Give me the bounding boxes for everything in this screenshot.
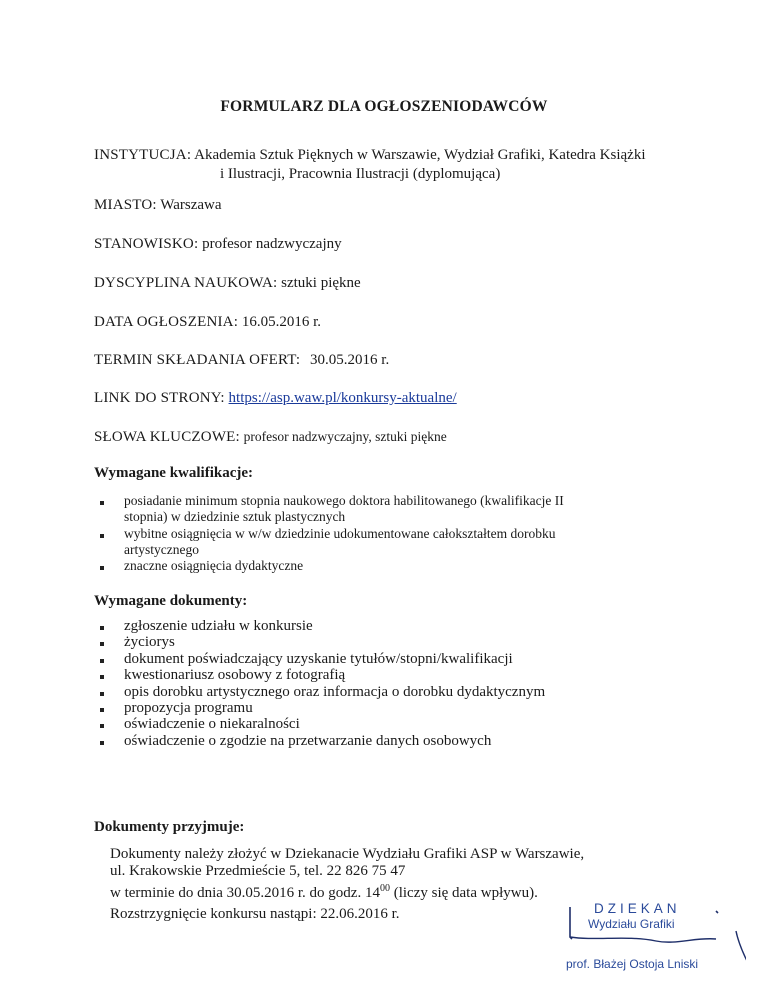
discipline-label: DYSCYPLINA NAUKOWA: [94, 275, 278, 291]
list-item: opis dorobku artystycznego oraz informacja o dorobku dydaktycznym [94, 684, 654, 700]
documents-list [94, 618, 654, 749]
acceptance-line3-start: w terminie do dnia 30.05.2016 r. do godz. 14 [110, 885, 380, 901]
documents-heading: Wymagane dokumenty: [94, 593, 248, 609]
stamp-subtitle: Wydziału Grafiki [588, 917, 675, 931]
list-item: propozycja programu [94, 700, 654, 716]
link-label: LINK DO STRONY: [94, 390, 225, 406]
stamp-name: prof. Błażej Ostoja Lniski [566, 957, 699, 971]
list-item: oświadczenie o zgodzie na przetwarzanie danych osobowych [94, 733, 654, 749]
announcement-date-field [94, 314, 321, 331]
position-field [94, 236, 342, 253]
list-item: zgłoszenie udziału w konkursie [94, 618, 654, 634]
list-item: dokument poświadczający uzyskanie tytułów/stopni/kwalifikacji [94, 651, 654, 667]
acceptance-line2: ul. Krakowskie Przedmieście 5, tel. 22 826 75 47 [110, 863, 406, 879]
list-item [94, 526, 654, 559]
website-link[interactable]: https://asp.waw.pl/konkursy-aktualne/ [228, 390, 457, 406]
keywords-label: SŁOWA KLUCZOWE: [94, 429, 240, 445]
list-item [94, 558, 654, 574]
position-value: profesor nadzwyczajny [202, 236, 342, 252]
acceptance-text [110, 846, 584, 902]
qualification-2-line1: wybitne osiągnięcia w w/w dziedzinie udokumentowane całokształtem dorobku [124, 525, 556, 541]
qualifications-list [94, 493, 654, 574]
qualification-3-line1: znaczne osiągnięcia dydaktyczne [124, 558, 304, 574]
link-field [94, 390, 457, 407]
page-title: FORMULARZ DLA OGŁOSZENIODAWCÓW [220, 98, 548, 115]
announcement-date-value: 16.05.2016 r. [241, 314, 321, 330]
list-item: życiorys [94, 634, 654, 650]
position-label: STANOWISKO: [94, 236, 199, 252]
city-field [94, 197, 222, 214]
list-item [94, 493, 654, 526]
deadline-field [94, 352, 389, 369]
resolution-text: Rozstrzygnięcie konkursu nastąpi: 22.06.2016 r. [110, 906, 400, 922]
qualification-2-line2: artystycznego [124, 541, 199, 557]
keywords-value: profesor nadzwyczajny, sztuki piękne [243, 429, 447, 444]
institution-value-line1: Akademia Sztuk Pięknych w Warszawie, Wydział Grafiki, Katedra Książki [194, 147, 646, 163]
qualification-1-line1: posiadanie minimum stopnia naukowego doktora habilitowanego (kwalifikacje II [124, 493, 564, 508]
keywords-field [94, 429, 447, 446]
qualification-1-line2: stopnia) w dziedzinie sztuk plastycznych [124, 509, 346, 525]
qualifications-heading: Wymagane kwalifikacje: [94, 465, 254, 481]
list-item: oświadczenie o niekaralności [94, 716, 654, 732]
announcement-date-label: DATA OGŁOSZENIA: [94, 314, 239, 330]
dean-stamp [566, 901, 736, 981]
institution-field [94, 146, 714, 184]
discipline-field [94, 275, 361, 292]
deadline-label: TERMIN SKŁADANIA OFERT: [94, 352, 301, 368]
acceptance-line3-end: (liczy się data wpływu). [389, 885, 538, 901]
deadline-value: 30.05.2016 r. [310, 352, 390, 368]
institution-label: INSTYTUCJA: [94, 147, 192, 163]
acceptance-line1: Dokumenty należy złożyć w Dziekanacie Wydziału Grafiki ASP w Warszawie, [110, 846, 585, 862]
acceptance-line3 [110, 885, 538, 901]
stamp-title: DZIEKAN [594, 901, 681, 916]
institution-value-line2: i Ilustracji, Pracownia Ilustracji (dyplomująca) [220, 166, 501, 182]
city-label: MIASTO: [94, 197, 157, 213]
discipline-value: sztuki piękne [281, 275, 361, 291]
list-item: kwestionariusz osobowy z fotografią [94, 667, 654, 683]
city-value: Warszawa [160, 197, 222, 213]
acceptance-time-minutes: 00 [379, 883, 390, 894]
acceptance-heading: Dokumenty przyjmuje: [94, 819, 245, 835]
